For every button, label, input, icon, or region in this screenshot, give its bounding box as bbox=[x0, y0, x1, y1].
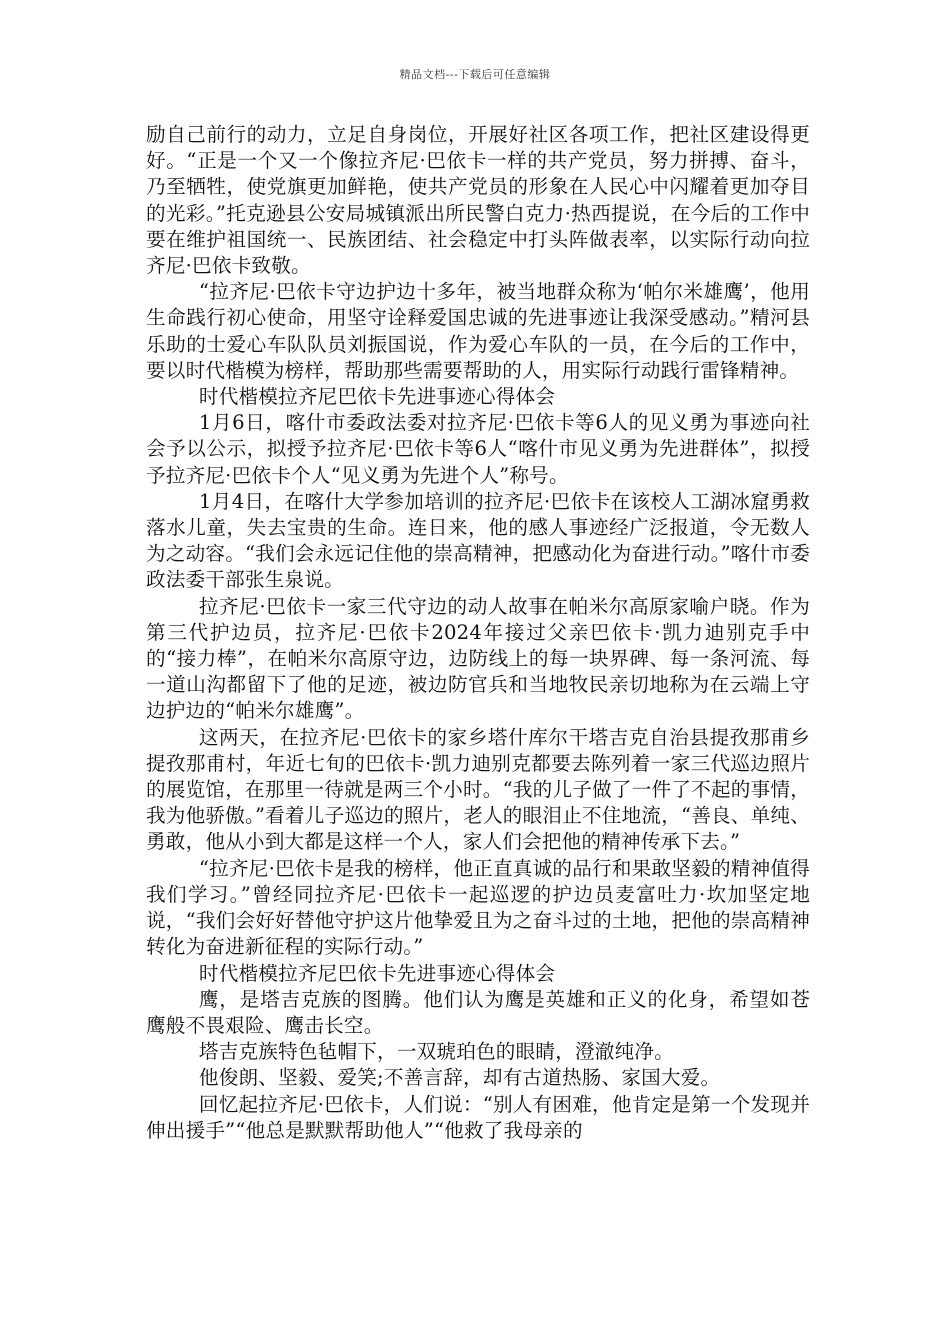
paragraph: 拉齐尼·巴依卡一家三代守边的动人故事在帕米尔高原家喻户晓。作为第三代护边员，拉齐尼·巴依卡2024年接过父亲巴依卡·凯力迪别克手中的“接力棒”，在帕米尔高原守边，边防线上的每一块界碑、每一条河流、每一道山沟都留下了他的足迹，被边防官兵和当地牧民亲切地称为在云端上守边护边的“帕米尔雄鹰”。 bbox=[146, 594, 810, 723]
paragraph: 这两天，在拉齐尼·巴依卡的家乡塔什库尔干塔吉克自治县提孜那甫乡提孜那甫村，年近七旬的巴依卡·凯力迪别克都要去陈列着一家三代巡边照片的展览馆，在那里一待就是两三个小时。“我的儿子做了一件了不起的事情，我为他骄傲。”看着儿子巡边的照片，老人的眼泪止不住地流，“善良、单纯、勇敢，他从小到大都是这样一个人，家人们会把他的精神传承下去。” bbox=[146, 725, 810, 854]
paragraph: 1月4日，在喀什大学参加培训的拉齐尼·巴依卡在该校人工湖冰窟勇救落水儿童，失去宝贵的生命。连日来，他的感人事迹经广泛报道，令无数人为之动容。“我们会永远记住他的崇高精神，把感动化为奋进行动。”喀什市委政法委干部张生泉说。 bbox=[146, 489, 810, 592]
paragraph: 他俊朗、坚毅、爱笑;不善言辞，却有古道热肠、家国大爱。 bbox=[198, 1066, 721, 1090]
section-heading: 时代楷模拉齐尼巴依卡先进事迹心得体会 bbox=[198, 961, 556, 985]
paragraph-continuation: 励自己前行的动力，立足自身岗位，开展好社区各项工作，把社区建设得更好。“正是一个又一个像拉齐尼·巴依卡一样的共产党员，努力拼搏、奋斗，乃至牺牲，使党旗更加鲜艳，使共产党员的形象在人民心中闪耀着更加夺目的光彩。”托克逊县公安局城镇派出所民警白克力·热西提说，在今后的工作中要在维护祖国统一、民族团结、社会稳定中打头阵做表率，以实际行动向拉齐尼·巴依卡致敬。 bbox=[146, 123, 810, 278]
section-heading: 时代楷模拉齐尼巴依卡先进事迹心得体会 bbox=[198, 385, 556, 409]
paragraph: 鹰，是塔吉克族的图腾。他们认为鹰是英雄和正义的化身，希望如苍鹰般不畏艰险、鹰击长空。 bbox=[146, 987, 810, 1037]
document-body bbox=[146, 122, 810, 1144]
paragraph: “拉齐尼·巴依卡守边护边十多年，被当地群众称为‘帕尔米雄鹰’，他用生命践行初心使命，用坚守诠释爱国忠诚的先进事迹让我深受感动。”精河县乐助的士爱心车队队员刘振国说，作为爱心车队的一员，在今后的工作中，要以时代楷模为榜样，帮助那些需要帮助的人，用实际行动践行雷锋精神。 bbox=[146, 280, 810, 382]
paragraph: 回忆起拉齐尼·巴依卡，人们说：“别人有困难，他肯定是第一个发现并伸出援手”“他总是默默帮助他人”“他救了我母亲的 bbox=[146, 1092, 810, 1142]
page-header: 精品文档---下载后可任意编辑 bbox=[399, 68, 551, 81]
paragraph: 1月6日，喀什市委政法委对拉齐尼·巴依卡等6人的见义勇为事迹向社会予以公示，拟授予拉齐尼·巴依卡等6人“喀什市见义勇为先进群体”，拟授予拉齐尼·巴依卡个人“见义勇为先进个人”称号。 bbox=[146, 411, 810, 487]
paragraph: “拉齐尼·巴依卡是我的榜样，他正直真诚的品行和果敢坚毅的精神值得我们学习。”曾经同拉齐尼·巴依卡一起巡逻的护边员麦富吐力·坎加坚定地说，“我们会好好替他守护这片他挚爱且为之奋斗过的土地，把他的崇高精神转化为奋进新征程的实际行动。” bbox=[146, 856, 810, 959]
paragraph: 塔吉克族特色毡帽下，一双琥珀色的眼睛，澄澈纯净。 bbox=[198, 1040, 674, 1064]
